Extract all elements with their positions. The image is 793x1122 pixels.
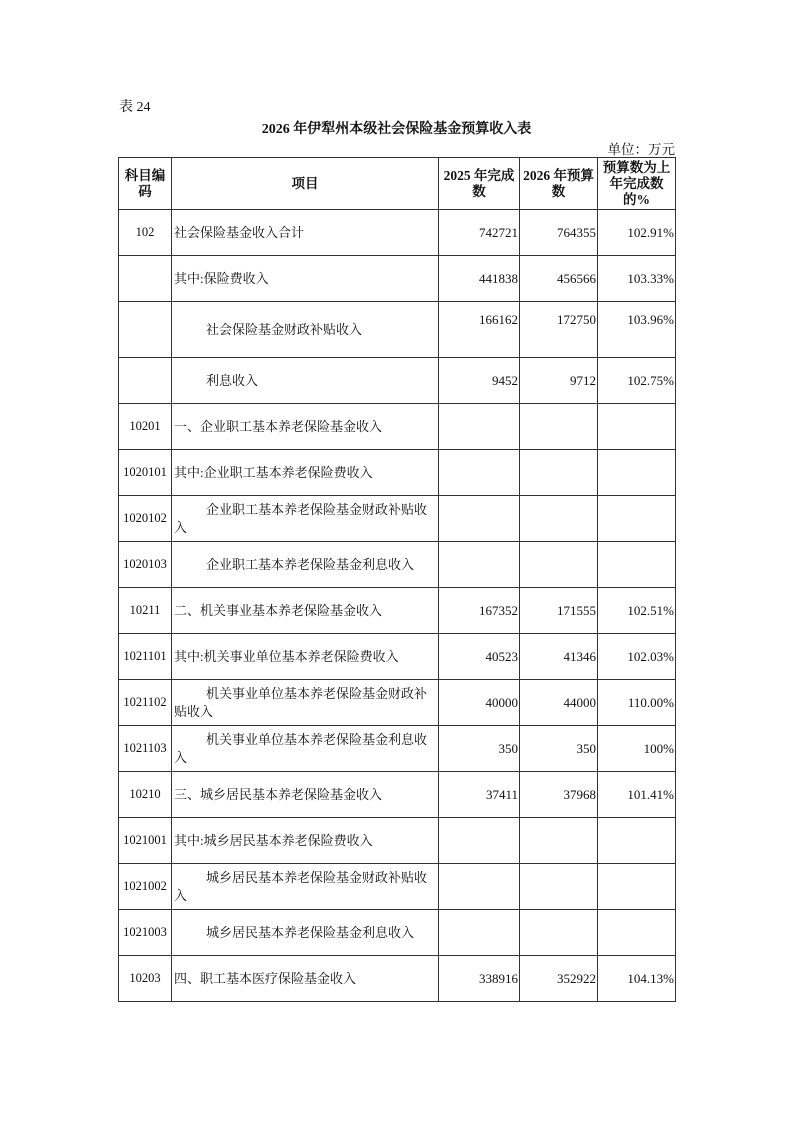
row-completed-2025: 40000 <box>439 680 520 726</box>
row-completed-2025: 37411 <box>439 772 520 818</box>
table-row <box>119 634 676 680</box>
row-code: 10211 <box>119 588 172 634</box>
row-budget-2026 <box>520 404 598 450</box>
row-code: 1021001 <box>119 818 172 864</box>
page-title: 2026 年伊犁州本级社会保险基金预算收入表 <box>261 122 532 137</box>
row-item: 二、机关事业基本养老保险基金收入 <box>172 588 439 634</box>
header-completed-2025: 2025 年完成数 <box>439 158 520 210</box>
row-budget-2026: 456566 <box>520 256 598 302</box>
row-code: 10210 <box>119 772 172 818</box>
row-item: 机关事业单位基本养老保险基金财政补贴收入 <box>172 680 439 726</box>
row-code: 1020101 <box>119 450 172 496</box>
row-ratio: 102.03% <box>598 634 676 680</box>
row-budget-2026: 172750 <box>520 302 598 358</box>
table-row <box>119 864 676 910</box>
row-ratio <box>598 450 676 496</box>
row-ratio <box>598 818 676 864</box>
row-ratio: 100% <box>598 726 676 772</box>
row-code: 1021002 <box>119 864 172 910</box>
row-completed-2025 <box>439 450 520 496</box>
row-budget-2026 <box>520 542 598 588</box>
row-completed-2025 <box>439 910 520 956</box>
row-ratio: 103.96% <box>598 302 676 358</box>
table-row <box>119 496 676 542</box>
table-label: 表 24 <box>119 100 151 115</box>
row-code: 1021103 <box>119 726 172 772</box>
row-budget-2026 <box>520 496 598 542</box>
row-item: 社会保险基金收入合计 <box>172 210 439 256</box>
row-budget-2026: 41346 <box>520 634 598 680</box>
row-budget-2026: 171555 <box>520 588 598 634</box>
row-budget-2026: 37968 <box>520 772 598 818</box>
row-code: 1021102 <box>119 680 172 726</box>
row-ratio <box>598 542 676 588</box>
row-completed-2025: 441838 <box>439 256 520 302</box>
row-budget-2026: 764355 <box>520 210 598 256</box>
table-row <box>119 358 676 404</box>
row-ratio <box>598 496 676 542</box>
row-ratio <box>598 404 676 450</box>
row-budget-2026: 44000 <box>520 680 598 726</box>
row-completed-2025 <box>439 864 520 910</box>
row-ratio: 102.91% <box>598 210 676 256</box>
table-row <box>119 404 676 450</box>
row-code <box>119 302 172 358</box>
row-item: 城乡居民基本养老保险基金利息收入 <box>172 910 439 956</box>
row-item: 四、职工基本医疗保险基金收入 <box>172 956 439 1002</box>
row-ratio: 103.33% <box>598 256 676 302</box>
row-ratio: 101.41% <box>598 772 676 818</box>
row-completed-2025: 167352 <box>439 588 520 634</box>
row-completed-2025: 338916 <box>439 956 520 1002</box>
row-ratio: 104.13% <box>598 956 676 1002</box>
row-code: 1020102 <box>119 496 172 542</box>
header-row <box>119 158 676 210</box>
row-budget-2026 <box>520 864 598 910</box>
table-row <box>119 726 676 772</box>
row-item: 其中:城乡居民基本养老保险费收入 <box>172 818 439 864</box>
row-budget-2026: 350 <box>520 726 598 772</box>
header-ratio: 预算数为上年完成数的% <box>598 158 676 210</box>
row-code: 10201 <box>119 404 172 450</box>
row-item: 机关事业单位基本养老保险基金利息收入 <box>172 726 439 772</box>
row-completed-2025: 40523 <box>439 634 520 680</box>
row-completed-2025: 166162 <box>439 302 520 358</box>
table-row <box>119 680 676 726</box>
row-item: 其中:保险费收入 <box>172 256 439 302</box>
row-item: 三、城乡居民基本养老保险基金收入 <box>172 772 439 818</box>
table-row <box>119 588 676 634</box>
row-item: 社会保险基金财政补贴收入 <box>172 302 439 358</box>
table-row <box>119 542 676 588</box>
row-completed-2025: 742721 <box>439 210 520 256</box>
row-completed-2025: 9452 <box>439 358 520 404</box>
table-row <box>119 210 676 256</box>
table-row <box>119 302 676 358</box>
table-row <box>119 772 676 818</box>
row-budget-2026 <box>520 450 598 496</box>
row-budget-2026: 352922 <box>520 956 598 1002</box>
table-row <box>119 818 676 864</box>
row-code: 1021003 <box>119 910 172 956</box>
header-budget-2026: 2026 年预算数 <box>520 158 598 210</box>
row-item: 利息收入 <box>172 358 439 404</box>
row-code: 102 <box>119 210 172 256</box>
row-item: 其中:企业职工基本养老保险费收入 <box>172 450 439 496</box>
budget-income-table <box>118 157 676 1002</box>
header-code: 科目编码 <box>119 158 172 210</box>
row-item: 企业职工基本养老保险基金财政补贴收入 <box>172 496 439 542</box>
row-code <box>119 358 172 404</box>
row-completed-2025: 350 <box>439 726 520 772</box>
row-item: 其中:机关事业单位基本养老保险费收入 <box>172 634 439 680</box>
row-item: 一、企业职工基本养老保险基金收入 <box>172 404 439 450</box>
row-budget-2026 <box>520 818 598 864</box>
row-completed-2025 <box>439 404 520 450</box>
row-budget-2026: 9712 <box>520 358 598 404</box>
row-completed-2025 <box>439 818 520 864</box>
row-ratio: 102.51% <box>598 588 676 634</box>
header-item: 项目 <box>172 158 439 210</box>
row-completed-2025 <box>439 542 520 588</box>
row-item: 城乡居民基本养老保险基金财政补贴收入 <box>172 864 439 910</box>
table-row <box>119 256 676 302</box>
row-budget-2026 <box>520 910 598 956</box>
row-item: 企业职工基本养老保险基金利息收入 <box>172 542 439 588</box>
row-code: 10203 <box>119 956 172 1002</box>
row-ratio: 110.00% <box>598 680 676 726</box>
row-completed-2025 <box>439 496 520 542</box>
row-code: 1021101 <box>119 634 172 680</box>
table-row <box>119 956 676 1002</box>
row-code: 1020103 <box>119 542 172 588</box>
unit-label: 单位：万元 <box>607 142 675 157</box>
row-ratio <box>598 910 676 956</box>
row-ratio <box>598 864 676 910</box>
table-row <box>119 910 676 956</box>
row-code <box>119 256 172 302</box>
row-ratio: 102.75% <box>598 358 676 404</box>
table-row <box>119 450 676 496</box>
